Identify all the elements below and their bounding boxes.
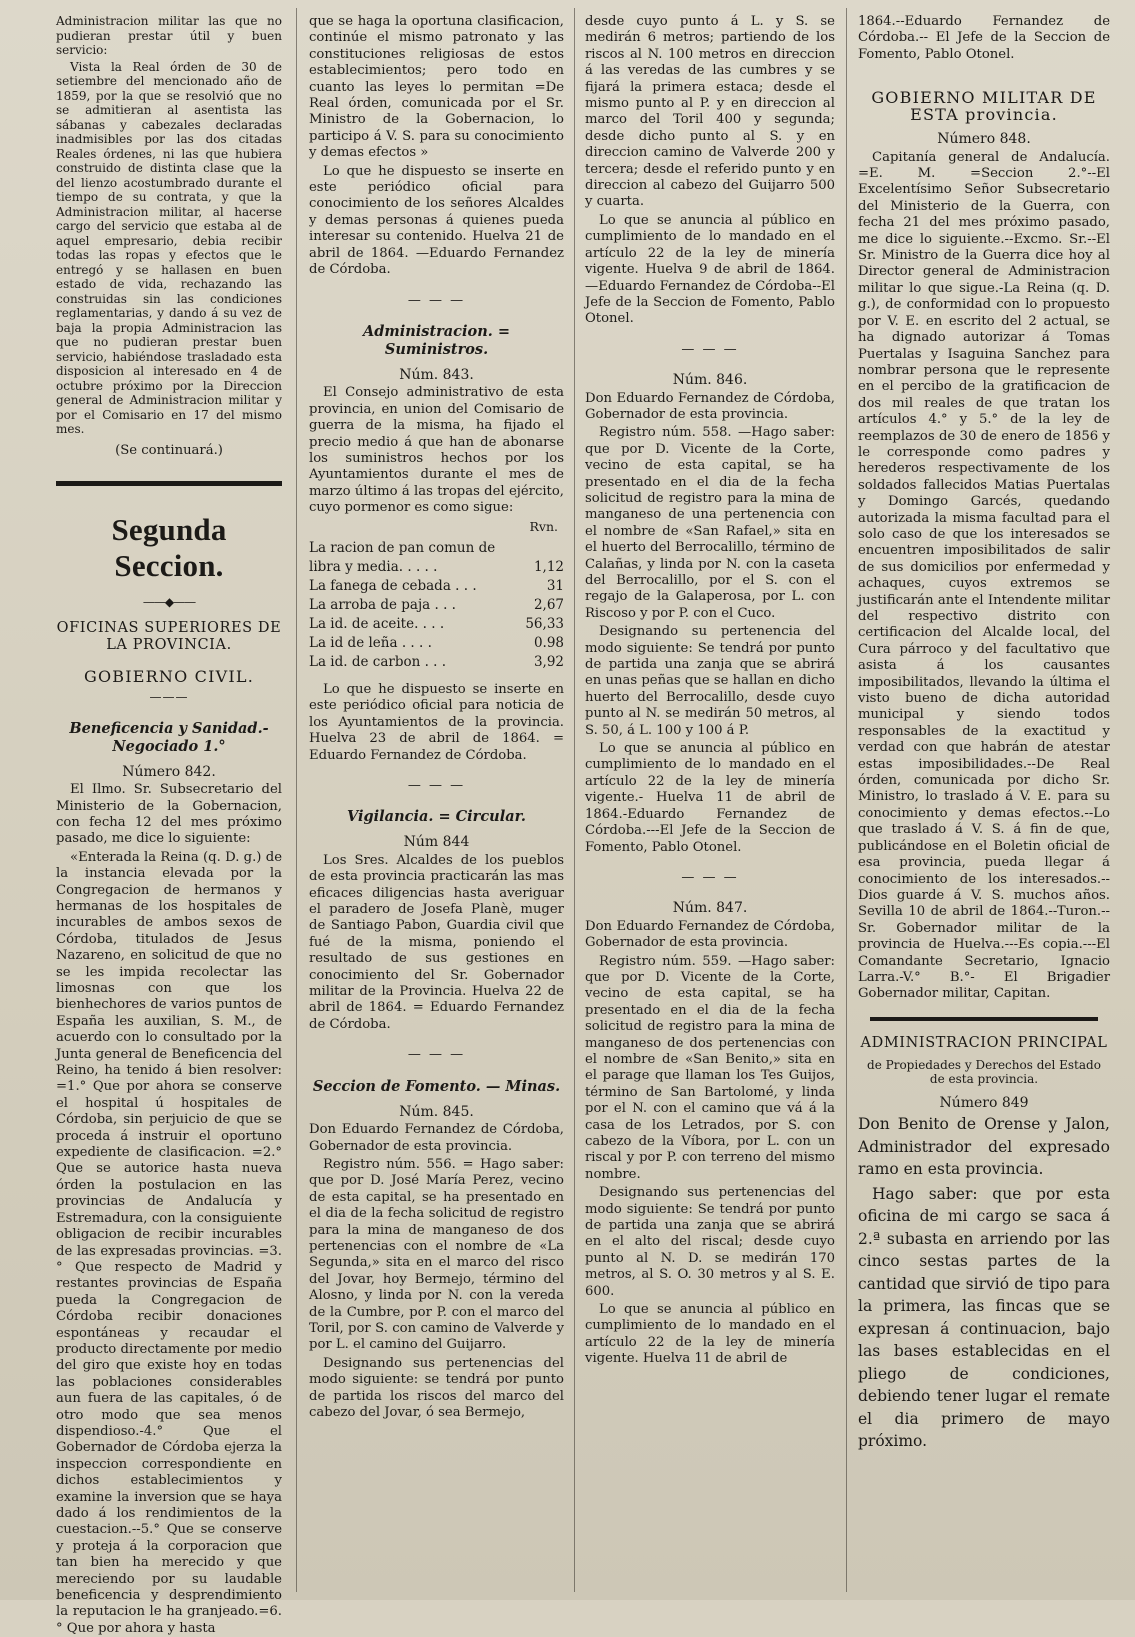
section-title: Segunda Seccion. (111, 511, 227, 583)
paragraph: 1864.--Eduardo Fernandez de Córdoba.-- El Jefe de la Seccion de Fomento, Pablo Otonel. (858, 14, 1110, 62)
price-value: 2,67 (533, 596, 564, 613)
paragraph: Don Eduardo Fernandez de Córdoba, Gobernador de esta provincia. (309, 1122, 564, 1154)
price-label: La racion de pan comun de (309, 539, 496, 556)
separator: — — — (681, 869, 739, 885)
section-subheading: de Propiedades y Derechos del Estado de esta provincia. (867, 1057, 1101, 1087)
price-value: 31 (546, 577, 564, 594)
notice-number: Núm. 845. (399, 1103, 474, 1120)
subsection-title: Administracion. = Suministros. (363, 322, 510, 358)
paragraph: Don Eduardo Fernandez de Córdoba, Gobernador de esta provincia. (585, 390, 835, 422)
section-heading: GOBIERNO MILITAR DE ESTA provincia. (871, 88, 1097, 125)
notice-number: Núm. 846. (672, 372, 748, 389)
paragraph: Registro núm. 556. = Hago saber: que por D. José María Perez, vecino de esta capital, se ha presentado en el dia de la fecha solicitud de registro para la mina de manganeso de dos pertenencias con el nombre de «La Segunda,» sita en el marco del risco del Jovar, hoy Bermejo, término del Alosno, y linda por N. con la vereda de la Cumbre, por P. con el marco del Toril, por S. con camino de Valverde y por L. el camino del Guijarro. (309, 1156, 564, 1353)
price-value: 56,33 (525, 615, 564, 632)
price-value: 3,92 (533, 653, 564, 670)
price-label: La id. de carbon . . . (309, 653, 447, 670)
price-label: libra y media. . . . . (309, 558, 438, 575)
separator: — — — (407, 292, 466, 308)
paragraph: El Consejo administrativo de esta provincia, en union del Comisario de guerra de la misma, ha fijado el precio medio á que han de abonarse los suministros hechos por los Ayuntamientos durante el mes de marzo último á las tropas del ejército, cuyo pormenor es como sigue: (309, 385, 564, 516)
continuation-note: (Se continuará.) (115, 442, 223, 458)
paragraph: desde cuyo punto á L. y S. se medirán 6 metros; partiendo de los riscos al N. 100 metros en direccion á las veredas de las cumbres y se fijará la primera estaca; desde el mismo punto al P. y en direccion al marco del Toril 400 y segunda; desde dicho punto al S. y en direccion camino de Valverde 200 y tercera; desde el referido punto y en direccion al cabezo del Guijarro 500 y cuarta. (585, 14, 835, 210)
subsection-title: Vigilancia. = Circular. (347, 808, 526, 826)
price-value (516, 539, 564, 558)
notice-number: Núm 844 (403, 834, 470, 851)
price-label: La fanega de cebada . . . (309, 577, 477, 594)
section-divider (870, 1017, 1098, 1021)
price-label: La id de leña . . . . (309, 634, 432, 651)
paragraph: Lo que he dispuesto se inserte en este periódico oficial para noticia de los Ayuntamientos de la provincia. Huelva 23 de abril de 1864. = Eduardo Fernandez de Córdoba. (309, 681, 564, 763)
paragraph: Lo que se anuncia al público en cumplimiento de lo mandado en el artículo 22 de la ley de minería vigente.- Huelva 11 de abril de 1864.-Eduardo Fernandez de Córdoba.---El Jefe de la Seccion de Fomento, Pablo Otonel. (585, 741, 835, 855)
price-row (309, 634, 564, 653)
notice-number: Número 842. (122, 763, 216, 780)
notice-number: Núm. 843. (399, 366, 474, 383)
paragraph: Registro núm. 558. —Hago saber: que por D. Vicente de la Corte, vecino de esta capital, se ha presentado en el dia de la fecha solicitud de registro para la mina de manganeso de una pertenencia con el nombre de «San Rafael,» sita en el huerto del Berrocalillo, término de Calañas, y linda por N. con la caseta del Berrocalillo, por el S. con el regajo de la Galaperosa, por L. con Riscoso y por P. con el Cuco. (585, 425, 835, 621)
price-row (309, 577, 564, 596)
column-rule (574, 8, 575, 1592)
ornament: ——◆—— (142, 594, 196, 609)
notice-number: Núm. 847. (672, 900, 748, 917)
currency-header: Rvn. (529, 518, 558, 534)
column-2 (309, 14, 564, 1590)
paragraph: Hago saber: que por esta oficina de mi cargo se saca á 2.ª subasta en arriendo por las cinco sestas partes de la cantidad que sirvió de tipo para la primera, las fincas que se expresan á continuacion, bajo las bases establecidas en el pliego de condiciones, debiendo tener lugar el remate el dia primero de mayo próximo. (858, 1184, 1110, 1451)
price-row (309, 653, 564, 672)
notice-number: Número 848. (937, 131, 1031, 148)
column-rule (846, 8, 847, 1592)
separator: — — — (407, 1047, 466, 1063)
divider: ——— (149, 690, 189, 705)
paragraph: El Ilmo. Sr. Subsecretario del Ministerio de la Gobernacion, con fecha 12 del mes próximo pasado, me dice lo siguiente: (56, 782, 282, 847)
paragraph: Registro núm. 559. —Hago saber: que por D. Vicente de la Corte, vecino de esta capital, se ha presentado en el dia de la fecha solicitud de registro para la mina de manganeso de dos pertenencias con el nombre de «San Benito,» sita en el parage que llaman los Tes Guijos, término de San Bartolomé, y linda por el N. con el camino que vá á la casa de los Letrados, por S. con cabezo de la Víbora, por L. con un riscal y por P. con terreno del mismo nombre. (585, 953, 835, 1182)
section-heading: OFICINAS SUPERIORES DE LA PROVINCIA. (56, 620, 282, 654)
price-row (309, 558, 564, 577)
subsection-title: Seccion de Fomento. — Minas. (312, 1077, 561, 1095)
paragraph: Lo que he dispuesto se inserte en este periódico oficial para conocimiento de los señores Alcaldes y demas personas á quienes pueda interesar su contenido. Huelva 21 de abril de 1864. —Eduardo Fernandez de Córdoba. (309, 163, 564, 278)
paragraph: Don Eduardo Fernandez de Córdoba, Gobernador de esta provincia. (585, 918, 835, 951)
paragraph: Capitanía general de Andalucía. =E. M. =Seccion 2.°--El Excelentísimo Señor Subsecretario del Ministerio de la Guerra, con fecha 21 del mes próximo pasado, me dice lo siguiente.--Excmo. Sr.--El Sr. Ministro de la Guerra dice hoy al Director general de Administracion militar lo que sigue.-La Reina (q. D. g.), de conformidad con lo propuesto por V. E. en escrito del 2 actual, se ha dignado autorizar á Tomas Puertalas y Isaguina Sanchez para nombrar persona que le represente en el percibo de la gratificacion de dos mil reales de que tratan los artículos 4.° y 5.° de la ley de reemplazos de 30 de enero de 1856 y le corresponde como padres y herederos respectivamente de los soldados fallecidos Matias Puertalas y Domingo Garcés, quedando autorizada la misma facultad para el solo caso de que los interesados se encuentren imposibilitados de salir de sus domicilios por enfermedad y achaques, cuyos extremos se justificarán ante el Intendente militar del respectivo distrito con certificacion del Alcalde local, del Cura párroco y del facultativo que asista á los causantes imposibilitados, llevando la última el visto bueno de dicha autoridad municipal y siendo todos responsables de la exactitud y verdad con que habrán de atestar estas imposibilidades.--De Real órden, comunicada por dicho Sr. Ministro, lo traslado á V. E. para su conocimiento y demas efectos.--Lo que traslado á V. S. á fin de que, publicándose en el Boletin oficial de esa provincia, pueda llegar á conocimiento de los interesados.--Dios guarde á V. S. muchos años. Sevilla 10 de abril de 1864.--Turon.--Sr. Gobernador militar de la provincia de Huelva.---Es copia.---El Comandante Secretario, Ignacio Larra.-V.° B.°- El Brigadier Gobernador militar, Capitan. (858, 149, 1110, 1002)
price-list (309, 539, 564, 672)
paragraph: Don Benito de Orense y Jalon, Administrador del expresado ramo en esta provincia. (858, 1115, 1110, 1179)
separator: — — — (681, 341, 739, 357)
separator: — — — (407, 778, 466, 793)
paragraph: Designando su pertenencia del modo siguiente: Se tendrá por punto de partida una zanja que se abrirá en unas peñas que se hallan en dicho huerto del Berrocalillo, desde cuyo punto al N. se medirán 50 metros, al S. 50, á L. 100 y 100 á P. (585, 624, 835, 738)
paragraph: que se haga la oportuna clasificacion, continúe el mismo patronato y las constituciones religiosas de estos establecimientos; pero todo en cuanto las leyes lo permitan =De Real órden, comunicada por el Sr. Ministro de la Gobernacion, lo participo á V. S. para su conocimiento y demas efectos » (309, 14, 564, 161)
price-row (309, 596, 564, 615)
paragraph: Designando sus pertenencias del modo siguiente: se tendrá por punto de partida los riscos del marco del cabezo del Jovar, ó sea Bermejo, (309, 1355, 564, 1420)
paragraph: «Enterada la Reina (q. D. g.) de la instancia elevada por la Congregacion de hermanos y hermanas de los hospitales de incurables de ambos sexos de Córdoba, titulados de Jesus Nazareno, en solicitud de que no se les impida recolectar las limosnas con que los bienhechores de varios puntos de España les auxilian, S. M., de acuerdo con lo consultado por la Junta general de Beneficencia del Reino, ha tenido á bien resolver: =1.° Que por ahora se conserve el hospital ú hospitales de Córdoba, sin perjuicio de que se proceda á instruir el oportuno expediente de clasificacion. =2.° Que se autorice hasta nueva órden la postulacion en las provincias de Andalucía y Estremadura, con la consiguiente obligacion de recibir incurables de las expresadas provincias. =3.° Que respecto de Madrid y restantes provincias de España pueda la Congregacion de Córdoba recibir donaciones espontáneas y recaudar el producto directamente por medio del giro que existe hoy en todas las poblaciones considerables aun fuera de las capitales, ó de otro modo que sea menos dispendioso.-4.° Que el Gobernador de Córdoba ejerza la inspeccion correspondiente en dichos establecimientos y examine la inversion que se haya dado á los rendimientos de la cuestacion.--5.° Que se conserve y proteja á la corporacion que tan bien ha merecido y que mereciendo por su laudable beneficencia y desprendimiento la reputacion le ha granjeado.=6.° Que por ahora y hasta (56, 849, 282, 1636)
price-value: 0.98 (533, 634, 564, 651)
paragraph: Lo que se anuncia al público en cumplimiento de lo mandado en el artículo 22 de la ley de minería vigente. Huelva 11 de abril de (585, 1302, 835, 1367)
section-divider (56, 481, 282, 486)
paragraph: Vista la Real órden de 30 de setiembre del mencionado año de 1859, por la que se resolvió que no se admitieran al asentista las sábanas y cabezales declaradas inadmisibles por las dos citadas Reales órdenes, ni las que hubiera construido de distinta clase que la del lienzo acostumbrado durante el tiempo de su contrata, y que la Administracion militar, al hacerse cargo del servicio que estaba al de aquel empresario, debia recibir todas las ropas y efectos que le entregó y se hallasen en buen estado de vida, rechazando las construidas sin las condiciones reglamentarias, y dando á su vez de baja la propia Administracion las que no pudieran prestar buen servicio, habiéndose trasladado esta disposicion al interesado en 4 de octubre próximo por la Direccion general de Administracion militar y por el Comisario en 17 del mismo mes. (56, 59, 282, 436)
column-1 (56, 14, 282, 1636)
paragraph: Lo que se anuncia al público en cumplimiento de lo mandado en el artículo 22 de la ley de minería vigente. Huelva 9 de abril de 1864. —Eduardo Fernandez de Córdoba--El Jefe de la Seccion de Fomento, Pablo Otonel. (585, 212, 835, 327)
paragraph: Designando sus pertenencias del modo siguiente: Se tendrá por punto de partida una zanja que se abrirá en el alto del riscal; desde cuyo punto al N. D. se medirán 170 metros, al S. O. 30 metros y al S. E. 600. (585, 1185, 835, 1299)
column-3 (585, 14, 835, 1590)
subsection-title: Beneficencia y Sanidad.-Negociado 1.° (69, 719, 269, 755)
price-row (309, 539, 564, 558)
price-label: La id. de aceite. . . . (309, 615, 445, 632)
price-row (309, 615, 564, 634)
column-rule (296, 8, 297, 1592)
paragraph: Administracion militar las que no pudieran prestar útil y buen servicio: (56, 14, 282, 57)
section-heading: ADMINISTRACION PRINCIPAL (860, 1034, 1108, 1051)
notice-number: Número 849 (939, 1094, 1029, 1111)
column-4 (858, 14, 1110, 1590)
price-label: La arroba de paja . . . (309, 596, 456, 613)
paragraph: Los Sres. Alcaldes de los pueblos de esta provincia practicarán las mas eficaces diligencias hasta averiguar el paradero de Josefa Planè, muger de Santiago Pabon, Guardia civil que fué de la misma, poniendo el resultado de sus gestiones en conocimiento del Sr. Gobernador militar de la Provincia. Huelva 22 de abril de 1864. = Eduardo Fernandez de Córdoba. (309, 852, 564, 1032)
section-heading: GOBIERNO CIVIL. (83, 667, 255, 687)
price-value: 1,12 (533, 558, 564, 575)
